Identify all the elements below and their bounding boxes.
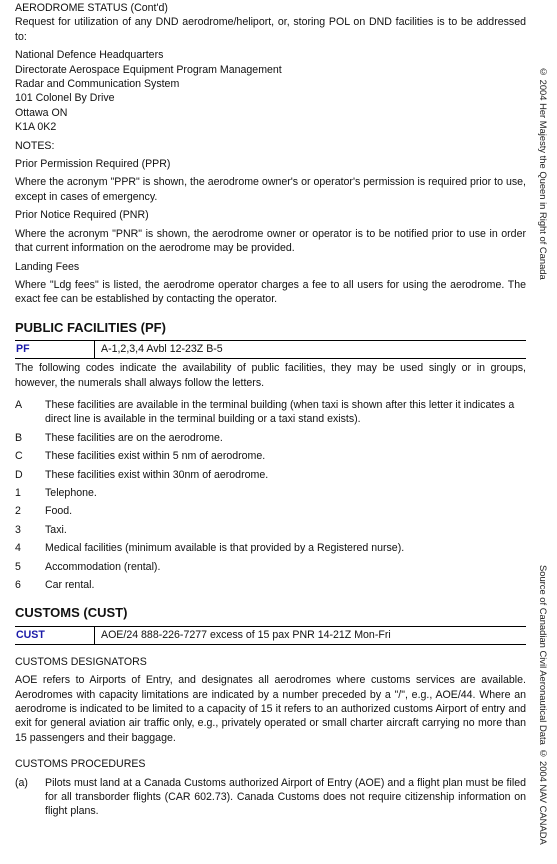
list-item xyxy=(15,541,526,555)
address-line: Radar and Communication System xyxy=(15,78,180,91)
procedure-item xyxy=(15,776,526,819)
ppr-title: Prior Permission Required (PPR) xyxy=(15,158,171,171)
item-key: A xyxy=(15,398,23,411)
item-text: These facilities exist within 5 nm of aerodrome. xyxy=(45,450,266,463)
list-item xyxy=(15,504,526,518)
address-block xyxy=(15,48,526,134)
item-key: 2 xyxy=(15,505,21,518)
cust-heading: CUSTOMS (CUST) xyxy=(15,605,128,621)
designators-title: CUSTOMS DESIGNATORS xyxy=(15,655,147,668)
ppr-text: Where the acronym "PPR" is shown, the aerodrome owner's or operator's permission is required prior to use, except in cases of emergency. xyxy=(15,176,526,203)
item-text: Food. xyxy=(45,505,73,518)
pf-code: PF xyxy=(15,341,95,358)
item-key: 4 xyxy=(15,542,21,555)
address-line: 101 Colonel By Drive xyxy=(15,92,115,105)
item-text: Telephone. xyxy=(45,486,97,499)
status-heading: AERODROME STATUS (Cont'd) xyxy=(15,2,168,14)
pf-heading: PUBLIC FACILITIES (PF) xyxy=(15,319,166,335)
document-page xyxy=(15,0,526,819)
list-item xyxy=(15,578,526,592)
list-item xyxy=(15,431,526,445)
list-item xyxy=(15,486,526,500)
item-text: Medical facilities (minimum available is that provided by a Registered nurse). xyxy=(45,542,405,555)
item-text: These facilities are available in the terminal building (when taxi is shown after this letter it indicates a direct line is available in the terminal building or a taxi stand exists). xyxy=(45,398,515,426)
source-note: Source of Canadian Civil Aeronautical Data © 2004 NAV CANADA xyxy=(538,565,549,845)
item-text: These facilities exist within 30nm of aerodrome. xyxy=(45,468,269,481)
address-line: Directorate Aerospace Equipment Program Management xyxy=(15,63,282,76)
address-line: K1A 0K2 xyxy=(15,121,57,134)
notes-label: NOTES: xyxy=(15,139,55,152)
item-key: D xyxy=(15,468,23,481)
item-key: 1 xyxy=(15,486,21,499)
item-text: Taxi. xyxy=(45,523,67,536)
procedure-text: Pilots must land at a Canada Customs authorized Airport of Entry (AOE) and a flight plan must be filed for all transborder flights (CAR 602.73). Canada Customs does not require citizenship information on flight plans. xyxy=(45,776,526,818)
cust-code-box xyxy=(15,626,526,645)
item-text: Car rental. xyxy=(45,579,95,591)
list-item xyxy=(15,468,526,482)
list-item xyxy=(15,398,526,427)
pf-example: A-1,2,3,4 Avbl 12-23Z B-5 xyxy=(101,343,223,356)
procedure-key: (a) xyxy=(15,776,28,789)
pf-intro: The following codes indicate the availability of public facilities, they may be used singly or in groups, however, the numerals shall always follow the letters. xyxy=(15,362,526,389)
item-text: These facilities are on the aerodrome. xyxy=(45,431,223,444)
item-key: C xyxy=(15,450,23,463)
item-key: B xyxy=(15,431,23,444)
list-item xyxy=(15,560,526,574)
designators-text: AOE refers to Airports of Entry, and designates all aerodromes where customs services are available. Aerodromes with capacity limitations are indicated by a number preceded by a "/", e.g., AOE/44. Where an aerodrome is indicated to be limited to a capacity of 15 it refers to an authorized customs Airport of entry and exit for general aviation air traffic only, e.g., privately operated or small charter aircraft carrying no more than 15 passengers and their baggage. xyxy=(15,674,526,744)
pnr-text: Where the acronym "PNR" is shown, the aerodrome owner or operator is to be notified prior to use in order that current information on the aerodrome may be provided. xyxy=(15,227,526,255)
cust-code: CUST xyxy=(15,627,95,644)
copyright-note: © 2004 Her Majesty the Queen in Right of Canada xyxy=(538,66,549,280)
pnr-title: Prior Notice Required (PNR) xyxy=(15,209,149,222)
procedures-title: CUSTOMS PROCEDURES xyxy=(15,758,146,771)
item-key: 6 xyxy=(15,579,21,591)
address-line: Ottawa ON xyxy=(15,106,68,119)
item-key: 5 xyxy=(15,560,21,573)
cust-example: AOE/24 888-226-7277 excess of 15 pax PNR 14-21Z Mon-Fri xyxy=(101,629,391,642)
address-line: National Defence Headquarters xyxy=(15,49,164,62)
list-item xyxy=(15,449,526,463)
list-item xyxy=(15,523,526,537)
item-key: 3 xyxy=(15,523,21,536)
fees-title: Landing Fees xyxy=(15,260,80,273)
fees-text: Where "Ldg fees" is listed, the aerodrome operator charges a fee to all users for using the aerodrome. The exact fee can be established by contacting the operator. xyxy=(15,278,526,306)
item-text: Accommodation (rental). xyxy=(45,560,161,573)
pf-code-box xyxy=(15,340,526,359)
pf-code-list xyxy=(15,398,526,592)
request-text: Request for utilization of any DND aerodrome/heliport, or, storing POL on DND facilities is to be addressed to: xyxy=(15,16,526,43)
